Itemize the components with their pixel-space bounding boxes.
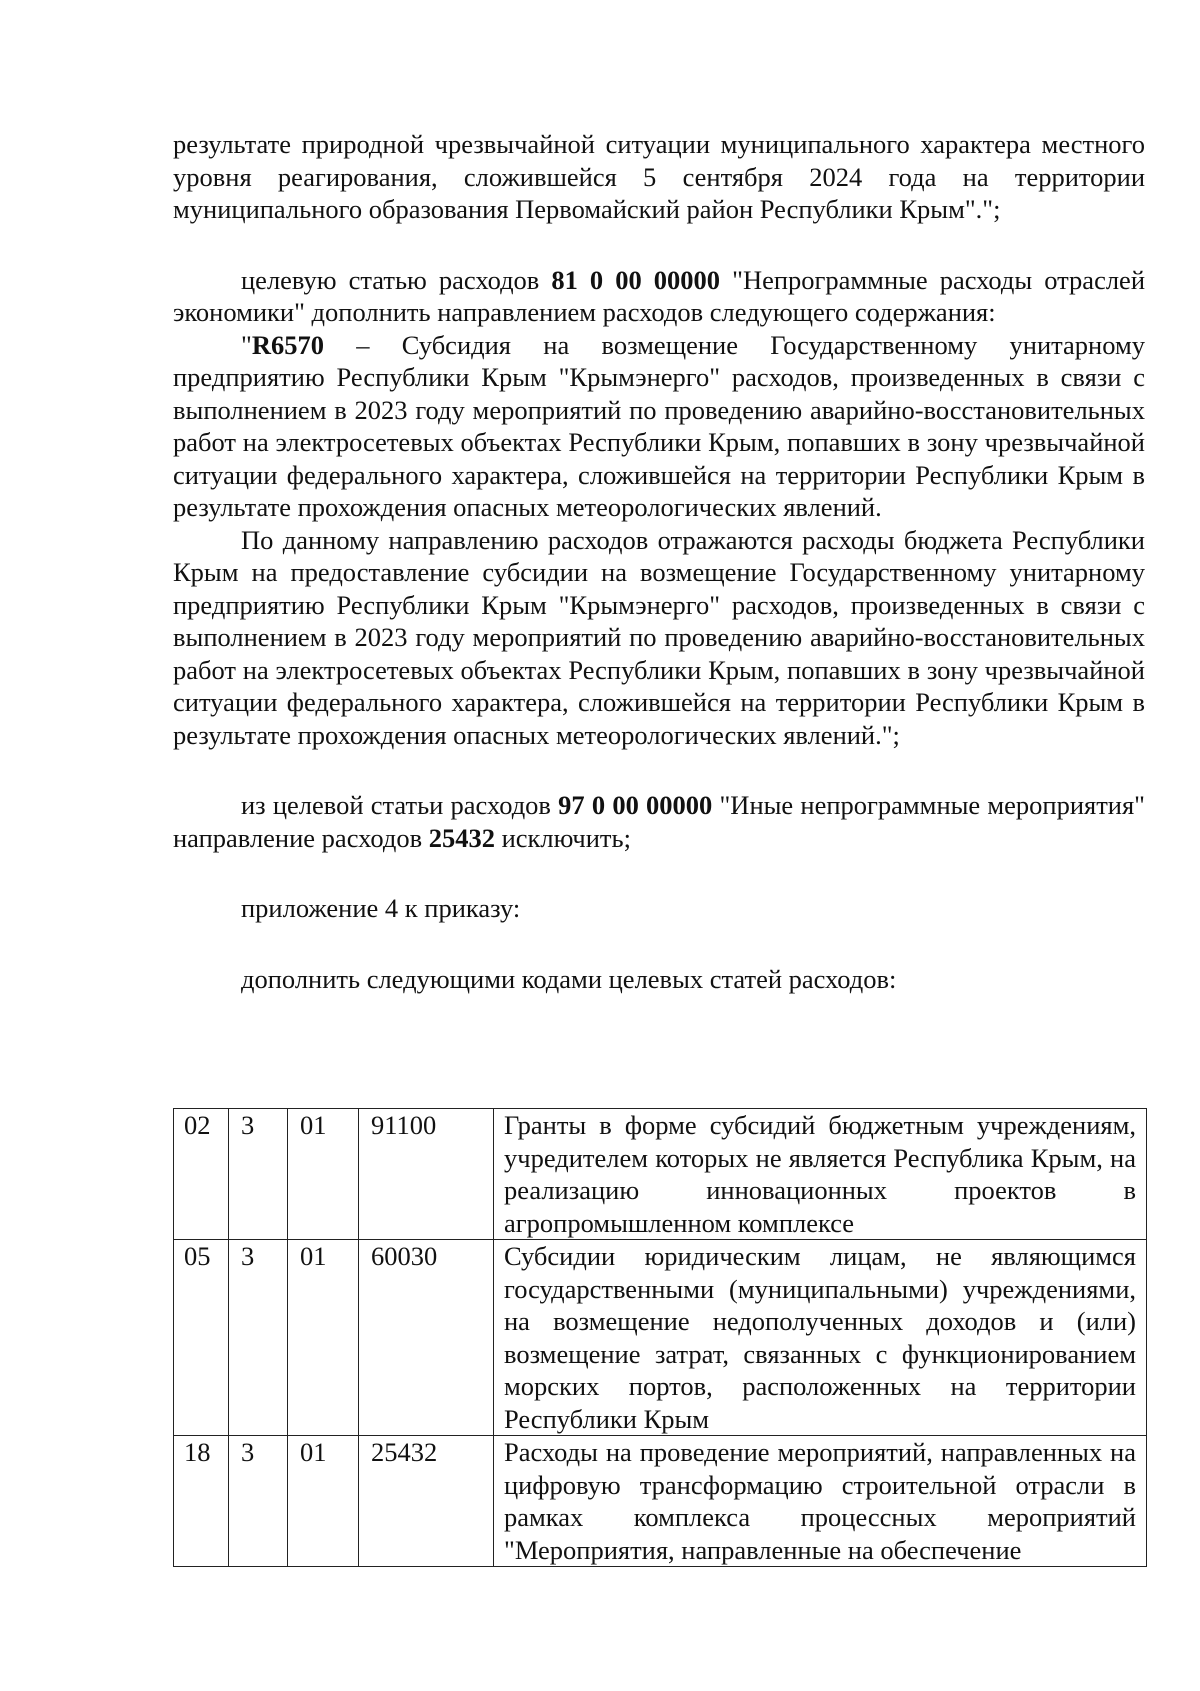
text-run: из целевой статьи расходов (241, 790, 559, 820)
table-row (174, 1240, 1147, 1436)
paragraph-r6570 (173, 329, 1145, 524)
code-97: 97 0 00 00000 (558, 790, 713, 820)
code-25432: 25432 (428, 822, 495, 853)
paragraph-appendix-4: приложение 4 к приказу: (241, 893, 521, 923)
table-row (174, 1109, 1147, 1240)
cell-program: 05 (174, 1240, 229, 1436)
text-run: "Иные непрограммные мероприятия" направление расходов (173, 790, 1145, 853)
cell-type: 3 (229, 1240, 288, 1436)
text-run: – Субсидия на возмещение Государственному унитарному предприятию Республики Крым "Крымэнерго" расходов, произведенных в связи с выполнением в 2023 году мероприятий по проведению аварийно-восстановительных работ на электросетевых объектах Республики Крым, попавших в зону чрезвычайной ситуации федерального характера, сложившейся на территории Республики Крым в результате прохождения опасных метеорологических явлений. (173, 329, 1145, 522)
cell-subprogram: 01 (288, 1436, 359, 1567)
spacer (173, 751, 1145, 783)
cell-description: Гранты в форме субсидий бюджетным учреждениям, учредителем которых не является Республика Крым, на реализацию инновационных проектов в агропромышленном комплексе (494, 1109, 1147, 1240)
cell-direction: 25432 (359, 1436, 494, 1567)
spacer (173, 854, 1145, 886)
spacer (173, 226, 1145, 258)
cell-subprogram: 01 (288, 1109, 359, 1240)
text-run: целевую статью расходов (241, 264, 552, 295)
paragraph-add-codes: дополнить следующими кодами целевых статей расходов: (241, 963, 897, 994)
code-81: 81 0 00 00000 (551, 264, 721, 295)
code-r6570: R6570 (251, 329, 324, 360)
cell-direction: 91100 (359, 1109, 494, 1240)
cell-program: 02 (174, 1109, 229, 1240)
cell-direction: 60030 (359, 1240, 494, 1436)
paragraph-exclude-25432 (173, 789, 1145, 854)
paragraph-explanation: По данному направлению расходов отражаются расходы бюджета Республики Крым на предоставление субсидии на возмещение Государственному унитарному предприятию Республики Крым "Крымэнерго" расходов, произведенных в связи с выполнением в 2023 году мероприятий по проведению аварийно-восстановительных работ на электросетевых объектах Республики Крым, попавших в зону чрезвычайной ситуации федерального характера, сложившейся на территории Республики Крым в результате прохождения опасных метеорологических явлений."; (173, 524, 1145, 750)
cell-subprogram: 01 (288, 1240, 359, 1436)
cell-description: Субсидии юридическим лицам, не являющимся государственными (муниципальными) учреждениями, на возмещение недополученных доходов и (или) возмещение затрат, связанных с функционированием морских портов, расположенных на территории Республики Крым (494, 1240, 1147, 1436)
text-run: "Непрограммные расходы отраслей экономики" дополнить направлением расходов следующего содержания: (173, 264, 1145, 327)
cell-program: 18 (174, 1436, 229, 1567)
target-codes-table (173, 1108, 1147, 1567)
spacer (173, 925, 1145, 957)
paragraph-continuation: результате природной чрезвычайной ситуации муниципального характера местного уровня реагирования, сложившейся 5 сентября 2024 года на территории муниципального образования Первомайский район Республики Крым"."; (173, 129, 1145, 224)
cell-type: 3 (229, 1436, 288, 1567)
cell-description: Расходы на проведение мероприятий, направленных на цифровую трансформацию строительной отрасли в рамках комплекса процессных мероприятий "Мероприятия, направленные на обеспечение (494, 1436, 1147, 1567)
table-row (174, 1436, 1147, 1567)
cell-type: 3 (229, 1109, 288, 1240)
document-body (173, 128, 1145, 995)
text-run: исключить; (494, 822, 631, 853)
text-run: " (241, 329, 252, 360)
paragraph-target-article-81 (173, 264, 1145, 329)
